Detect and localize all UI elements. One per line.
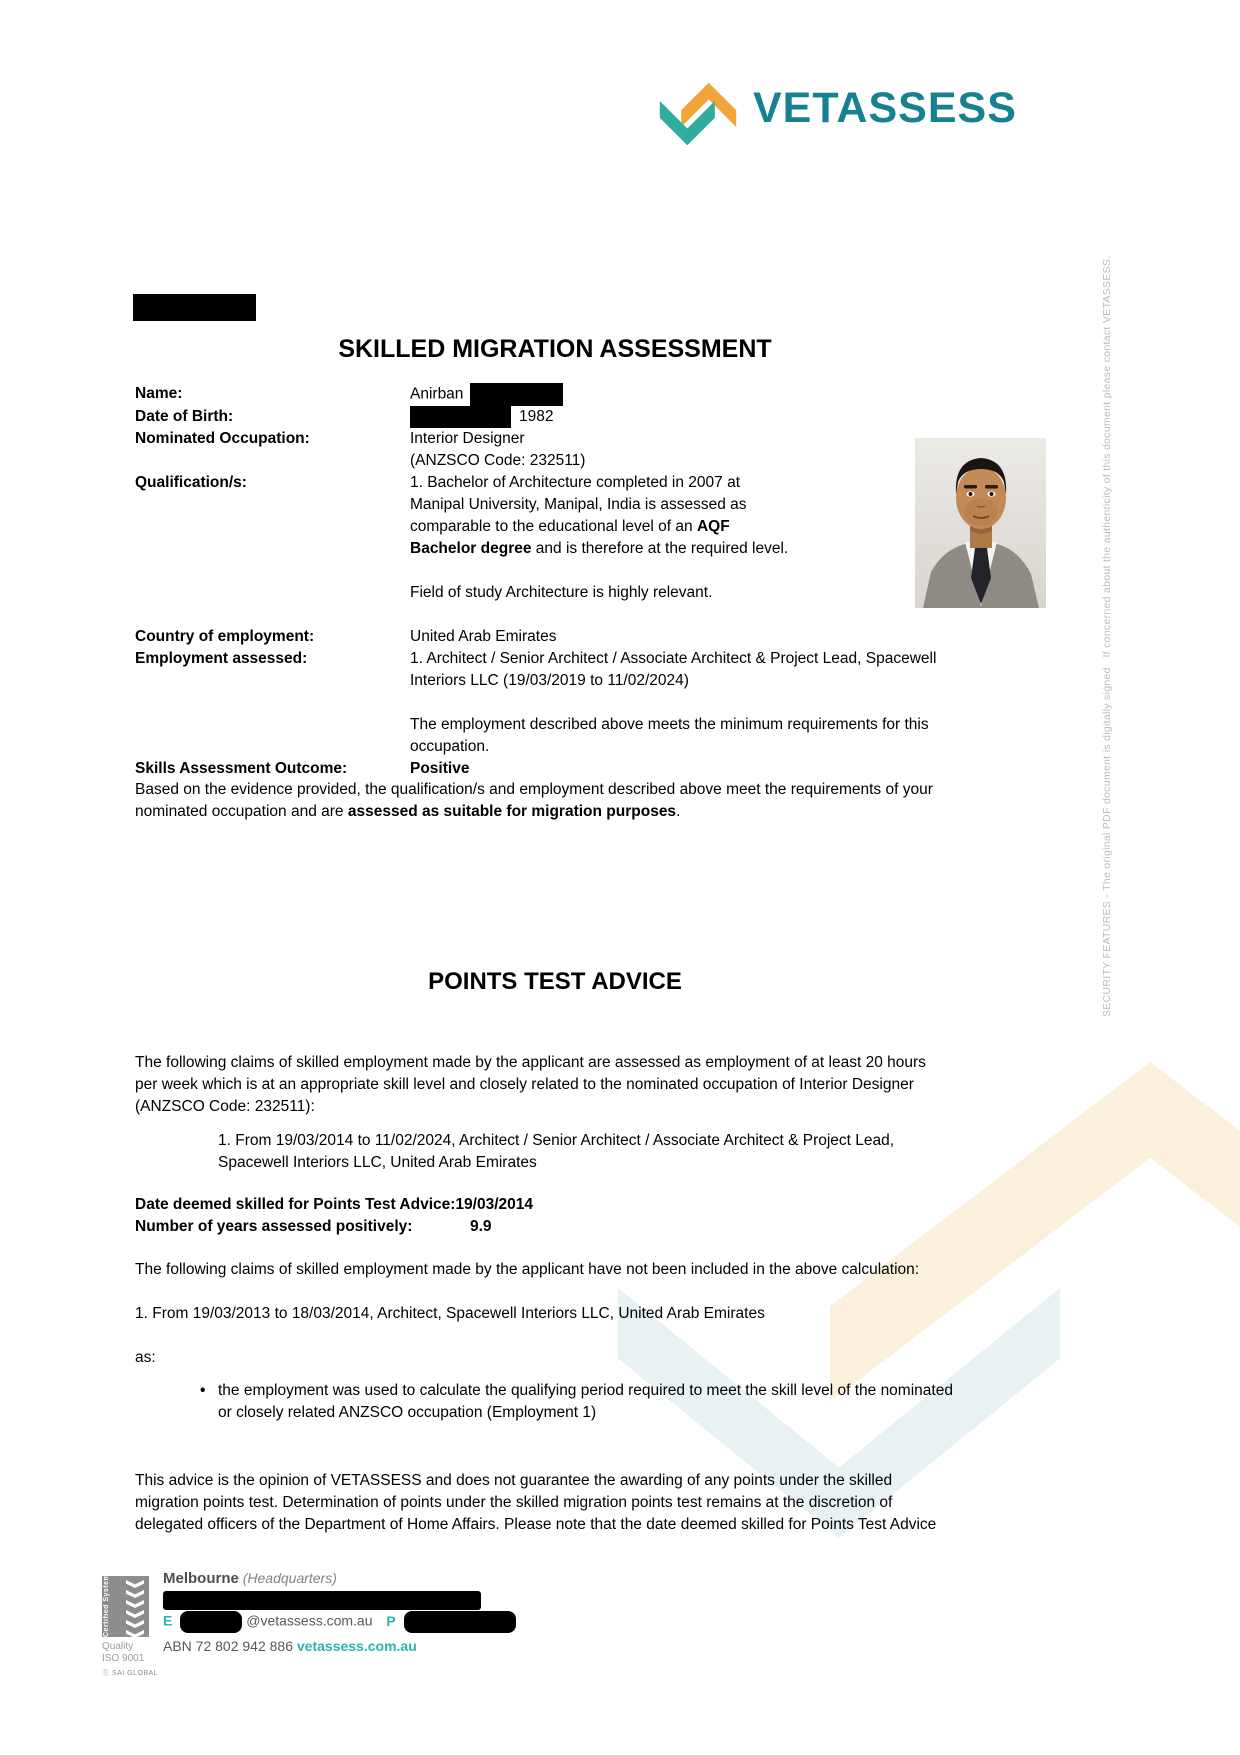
document-title: SKILLED MIGRATION ASSESSMENT: [338, 335, 772, 363]
redacted-surname: [470, 383, 563, 406]
footer-city: Melbourne: [163, 1570, 239, 1587]
field-row-name: [135, 383, 1135, 406]
bullet-icon: •: [200, 1382, 206, 1399]
field-value: 1. Bachelor of Architecture completed in 2007 at: [410, 474, 741, 492]
field-row-qualification: [135, 472, 1135, 494]
footer-headquarters: (Headquarters): [242, 1570, 337, 1586]
cert-caption: [102, 1641, 158, 1680]
exclusion-bullet: • the employment was used to calculate the qualifying period required to meet the skill level of the nominated or closely related ANZSCO occupation (Employment 1): [200, 1380, 1160, 1424]
footer-contact-line: [163, 1611, 516, 1633]
outcome-value: Positive: [410, 760, 470, 778]
cert-iso-label: ISO 9001: [102, 1653, 145, 1664]
years-assessed: Number of years assessed positively: 9.9: [135, 1218, 492, 1235]
abn-text: ABN 72 802 942 886: [163, 1638, 293, 1654]
field-value: 1. Architect / Senior Architect / Associate Architect & Project Lead, Spacewell: [410, 650, 937, 668]
field-label: Nominated Occupation:: [135, 430, 310, 448]
redacted-reference: [133, 294, 256, 321]
field-value: Anirban: [410, 385, 464, 403]
cert-chevrons-icon: [126, 1580, 144, 1638]
field-label: Country of employment:: [135, 628, 315, 646]
field-value: 1982: [519, 408, 554, 426]
field-of-study-note: Field of study Architecture is highly relevant.: [410, 584, 713, 602]
phone-prefix: P: [386, 1612, 396, 1629]
field-row-dob: [135, 406, 1135, 428]
points-test-paragraph-1: The following claims of skilled employment made by the applicant are assessed as employment of at least 20 hours per week which is at an appropriate skill level and closely related to the nominated occupation of Interior Designer (ANZSCO Code: 232511):: [135, 1054, 926, 1115]
sai-global-label: Ⓢ SAI GLOBAL: [102, 1670, 159, 1677]
field-value: (ANZSCO Code: 232511): [410, 452, 586, 470]
assessment-fields: Name: Anirban Date of Birth: 1982 Nominated Occupation: Interior Designer (ANZSCO Code: 232511) Qualification/s: 1. Bachelor of Architecture completed in 2007 at Manipal University, Manipal, India is assessed as comparable to the educational level of an AQF Bachelor degree and is therefore at the required level. Field of study Architecture is highly relevant. Country of employment: United Arab Emirates Employment assessed: 1. Architect / Senior Architect / Associate Architect & Project Lead, Spacewell Interiors LLC (19/03/2019 to 11/02/2024) The employment described above meets the minimum requirements for this occupation. Skills Assessment Outcome: Positive: [135, 383, 1135, 780]
date-deemed-skilled: Date deemed skilled for Points Test Advice:19/03/2014: [135, 1196, 533, 1213]
field-value: Interior Designer: [410, 430, 525, 448]
points-test-paragraph-2: The following claims of skilled employment made by the applicant have not been included in the above calculation:: [135, 1261, 920, 1278]
field-row-country: [135, 626, 1135, 648]
cert-vertical-label: Certified System: [103, 1573, 110, 1637]
employment-note: The employment described above meets the minimum requirements for this: [410, 716, 929, 734]
email-prefix: E: [163, 1612, 173, 1629]
vetassess-logo-mark: [652, 72, 744, 156]
security-sidebar-text: SECURITY FEATURES - The original PDF document is digitally signed If concerned about the authenticity of this document please contact VETASSESS.: [1101, 255, 1113, 1017]
claim-1: 1. From 19/03/2014 to 11/02/2024, Architect / Senior Architect / Associate Architect & Project Lead, Spacewell Interiors LLC, United Arab Emirates: [218, 1132, 895, 1171]
outcome-paragraph: Based on the evidence provided, the qualification/s and employment described above meet the requirements of your nominated occupation and are assessed as suitable for migration purposes.: [135, 781, 933, 820]
field-label: Qualification/s:: [135, 474, 247, 492]
footer-city-line: [163, 1570, 337, 1587]
redacted-email: [180, 1611, 242, 1633]
redacted-address: [163, 1591, 481, 1610]
points-summary: [135, 1194, 1135, 1238]
redacted-phone: [404, 1611, 516, 1633]
email-domain: @vetassess.com.au: [246, 1612, 373, 1629]
field-value: Manipal University, Manipal, India is assessed as: [410, 496, 747, 514]
closing-paragraph: This advice is the opinion of VETASSESS and does not guarantee the awarding of any points under the skilled migration points test. Determination of points under the skilled migration points test remains at the discretion of delegated officers of the Department of Home Affairs. Please note that the date deemed skilled for Points Test Advice: [135, 1472, 937, 1533]
logo-wordmark: VETASSESS: [753, 84, 1017, 132]
website-link[interactable]: vetassess.com.au: [296, 1638, 417, 1654]
redacted-birthdate: [410, 406, 511, 428]
excluded-claim: 1. From 19/03/2013 to 18/03/2014, Architect, Spacewell Interiors LLC, United Arab Emirates: [135, 1305, 765, 1322]
cert-quality-label: Quality: [102, 1641, 134, 1652]
field-label: Skills Assessment Outcome:: [135, 760, 348, 778]
field-label: Employment assessed:: [135, 650, 308, 668]
field-label: Date of Birth:: [135, 408, 234, 425]
as-label: as:: [135, 1349, 156, 1366]
employment-note: occupation.: [410, 738, 490, 756]
field-value: Interiors LLC (19/03/2019 to 11/02/2024): [410, 672, 689, 690]
footer-abn-line: [163, 1638, 417, 1654]
field-row-occupation: [135, 428, 1135, 450]
field-label: Name:: [135, 385, 183, 402]
field-row-outcome: [135, 758, 1135, 780]
certification-mark: [102, 1573, 149, 1637]
field-value: United Arab Emirates: [410, 628, 557, 646]
points-test-heading: POINTS TEST ADVICE: [428, 968, 682, 995]
field-row-employment: [135, 648, 1135, 670]
